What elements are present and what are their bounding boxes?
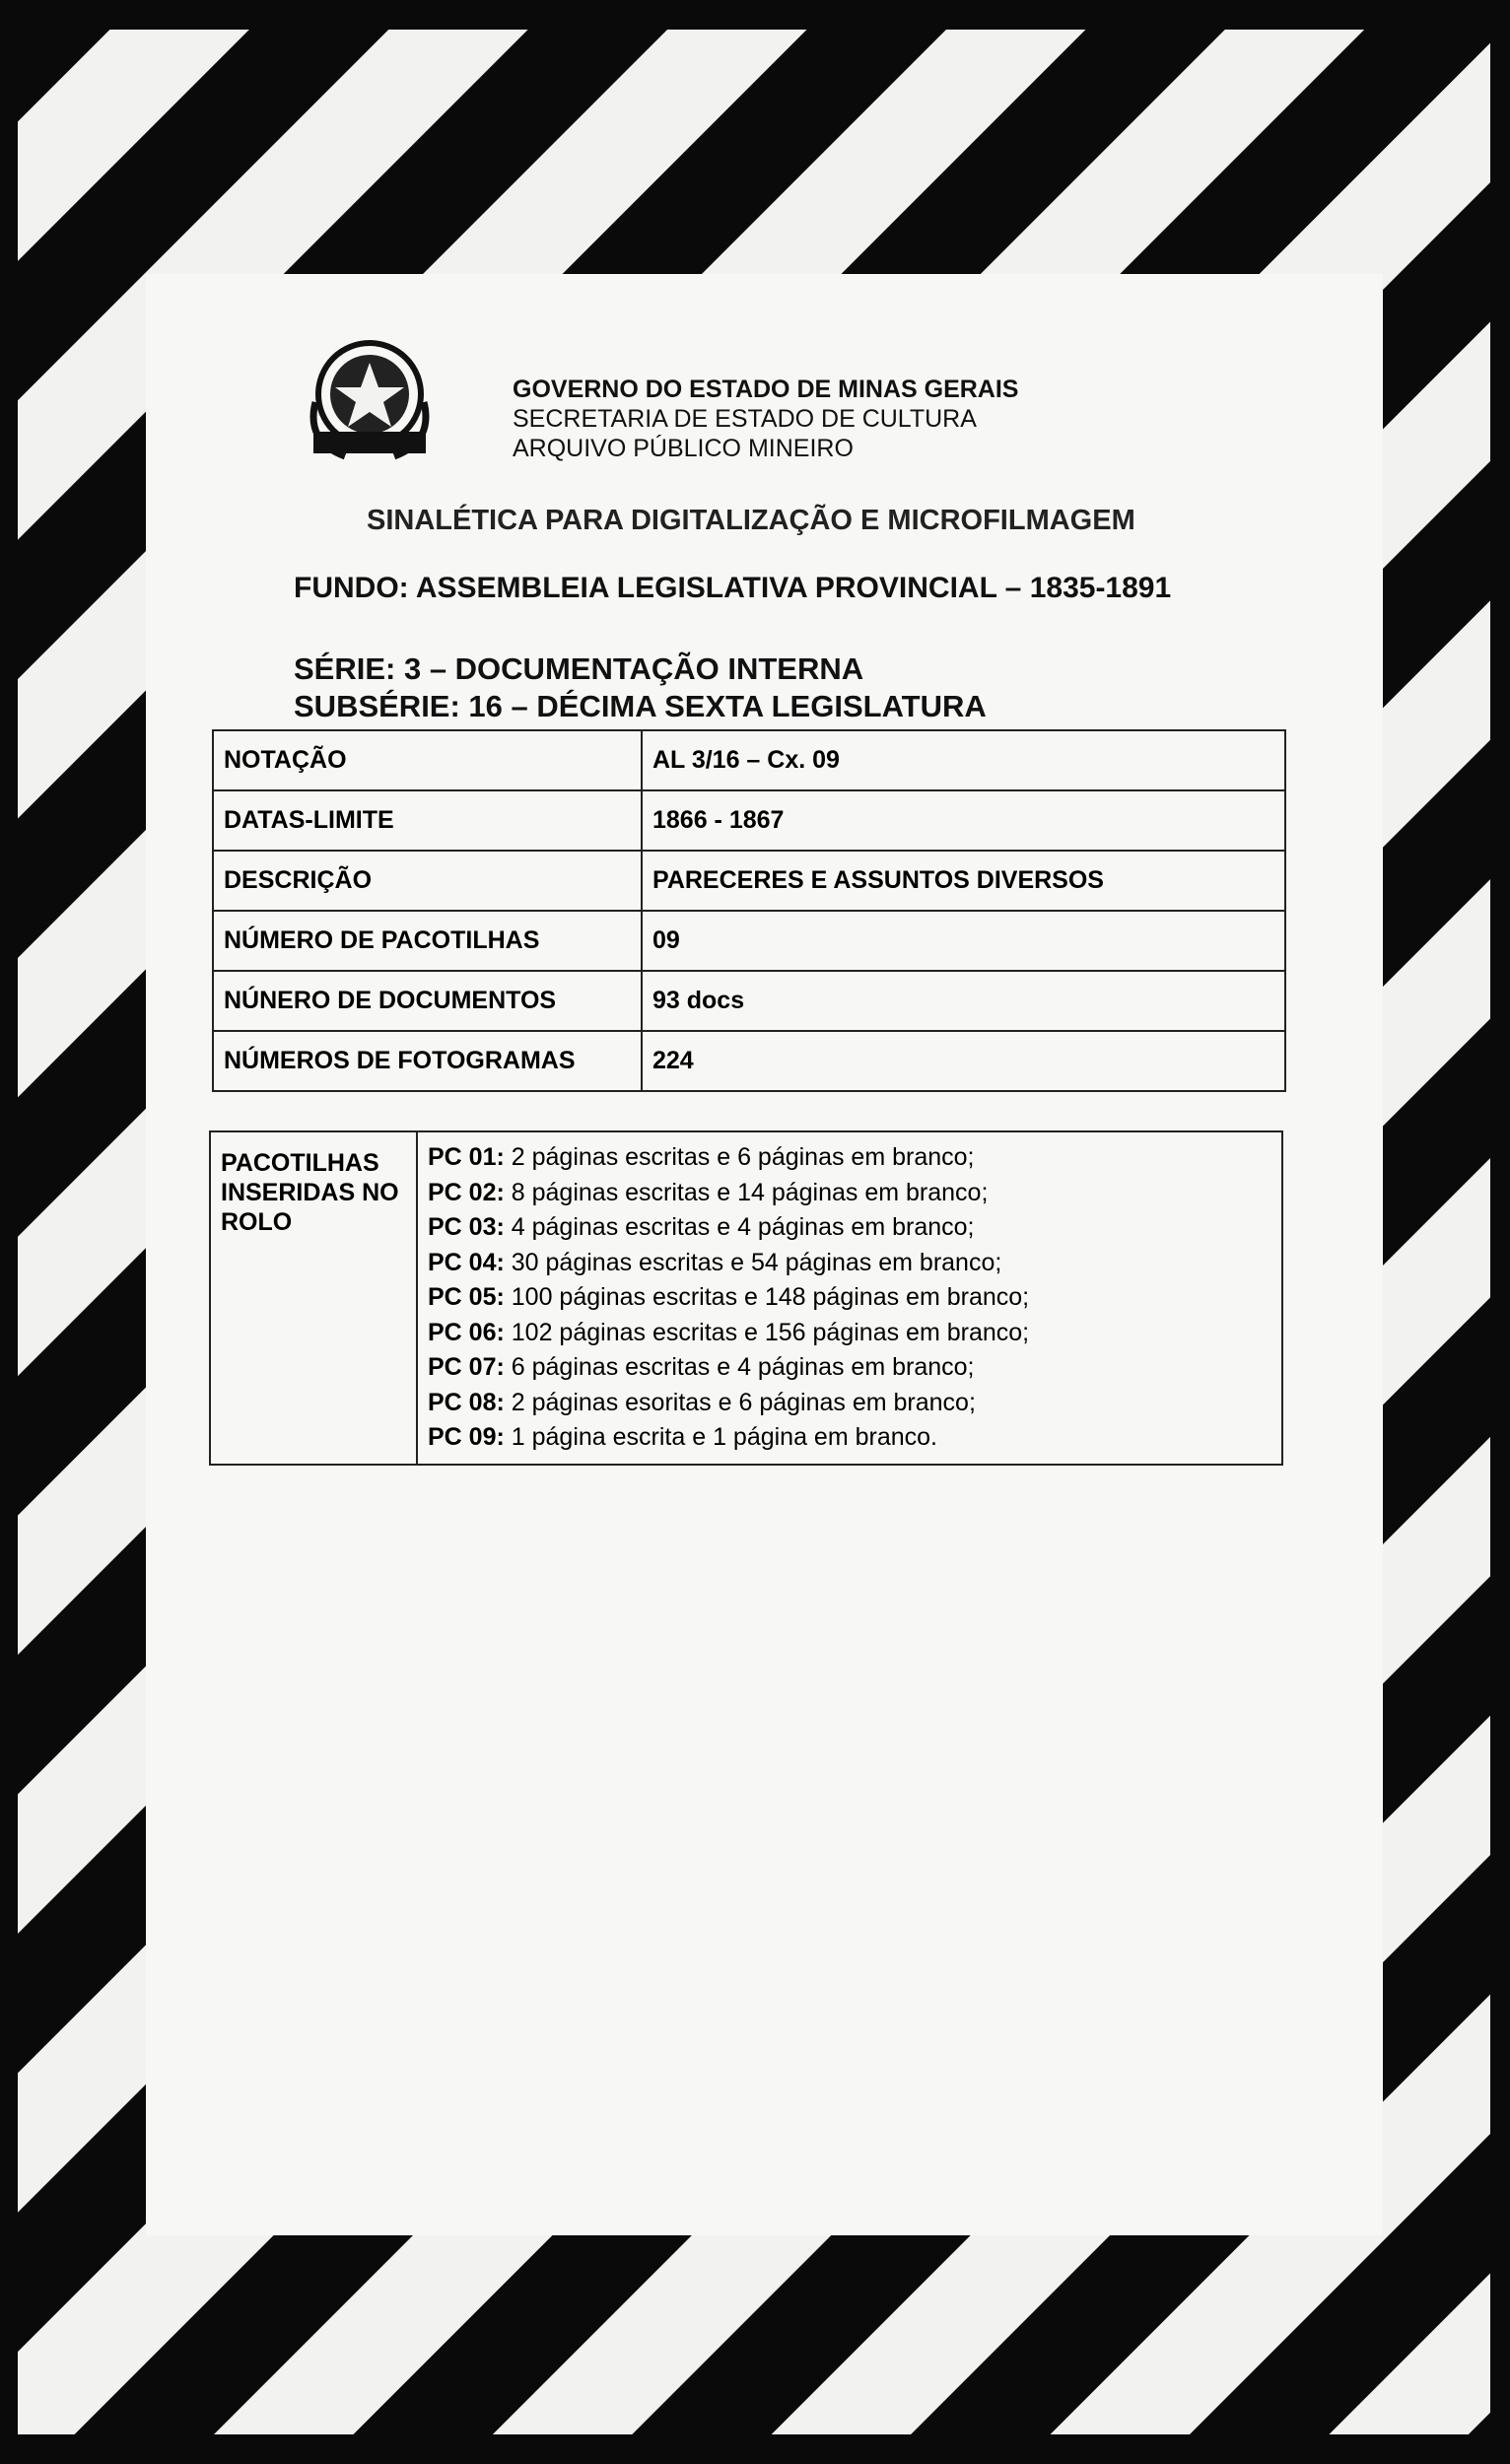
pc-text: 2 páginas escritas e 6 páginas em branco;: [511, 1143, 975, 1171]
table-row: [213, 730, 1285, 790]
pc-text: 1 página escrita e 1 página em branco.: [511, 1423, 937, 1451]
pc-code: PC 02:: [428, 1178, 505, 1206]
list-item: [428, 1386, 1271, 1421]
label-line: ROLO: [221, 1208, 293, 1236]
pc-text: 100 páginas escritas e 148 páginas em branco;: [511, 1283, 1030, 1311]
info-table: [212, 729, 1286, 1092]
row-value: 1866 - 1867: [642, 790, 1285, 851]
row-label: NOTAÇÃO: [213, 730, 642, 790]
table-row: [213, 790, 1285, 851]
table-row: [213, 851, 1285, 911]
document-title: SINALÉTICA PARA DIGITALIZAÇÃO E MICROFILMAGEM: [367, 505, 1135, 536]
pc-text: 6 páginas escritas e 4 páginas em branco;: [511, 1353, 975, 1381]
list-item: [428, 1210, 1271, 1246]
pacotilhas-table: [209, 1130, 1283, 1466]
pc-text: 8 páginas escritas e 14 páginas em branco;: [511, 1178, 989, 1206]
pc-code: PC 01:: [428, 1143, 505, 1171]
series-block: [294, 650, 987, 725]
pc-code: PC 04:: [428, 1248, 505, 1276]
pc-code: PC 03:: [428, 1213, 505, 1241]
pc-text: 4 páginas escritas e 4 páginas em branco;: [511, 1213, 975, 1241]
table-row: [213, 911, 1285, 971]
pc-text: 30 páginas escritas e 54 páginas em branco;: [511, 1248, 1002, 1276]
pc-code: PC 08:: [428, 1388, 505, 1416]
label-line: PACOTILHAS: [221, 1149, 379, 1177]
pacotilhas-list: [417, 1131, 1282, 1465]
pc-code: PC 06:: [428, 1318, 505, 1346]
list-item: [428, 1350, 1271, 1386]
row-label: NÚNERO DE DOCUMENTOS: [213, 971, 642, 1031]
list-item: [428, 1420, 1271, 1456]
institution-header: [513, 375, 1018, 463]
row-label: DESCRIÇÃO: [213, 851, 642, 911]
list-item: [428, 1176, 1271, 1211]
list-item: [428, 1246, 1271, 1281]
label-line: INSERIDAS NO: [221, 1179, 399, 1206]
list-item: [428, 1140, 1271, 1176]
header-government: GOVERNO DO ESTADO DE MINAS GERAIS: [513, 376, 1019, 403]
list-item: [428, 1316, 1271, 1351]
pc-code: PC 07:: [428, 1353, 505, 1381]
table-row: [213, 971, 1285, 1031]
row-value: AL 3/16 – Cx. 09: [642, 730, 1285, 790]
row-label: NÚMEROS DE FOTOGRAMAS: [213, 1031, 642, 1091]
row-value: 224: [642, 1031, 1285, 1091]
fundo-line: FUNDO: ASSEMBLEIA LEGISLATIVA PROVINCIAL – 1835-1891: [294, 572, 1172, 604]
row-label: NÚMERO DE PACOTILHAS: [213, 911, 642, 971]
header-archive: ARQUIVO PÚBLICO MINEIRO: [513, 435, 854, 462]
row-value: 93 docs: [642, 971, 1285, 1031]
table-row: [213, 1031, 1285, 1091]
subserie-line: SUBSÉRIE: 16 – DÉCIMA SEXTA LEGISLATURA: [294, 689, 987, 723]
pc-text: 2 páginas esoritas e 6 páginas em branco;: [511, 1388, 976, 1416]
row-value: 09: [642, 911, 1285, 971]
pc-code: PC 05:: [428, 1283, 505, 1311]
serie-line: SÉRIE: 3 – DOCUMENTAÇÃO INTERNA: [294, 651, 864, 686]
header-secretariat: SECRETARIA DE ESTADO DE CULTURA: [513, 405, 977, 433]
pacotilhas-label: [210, 1131, 417, 1465]
state-seal-icon: [296, 333, 444, 471]
pc-text: 102 páginas escritas e 156 páginas em branco;: [511, 1318, 1030, 1346]
row-value: PARECERES E ASSUNTOS DIVERSOS: [642, 851, 1285, 911]
pc-code: PC 09:: [428, 1423, 505, 1451]
row-label: DATAS-LIMITE: [213, 790, 642, 851]
list-item: [428, 1280, 1271, 1316]
